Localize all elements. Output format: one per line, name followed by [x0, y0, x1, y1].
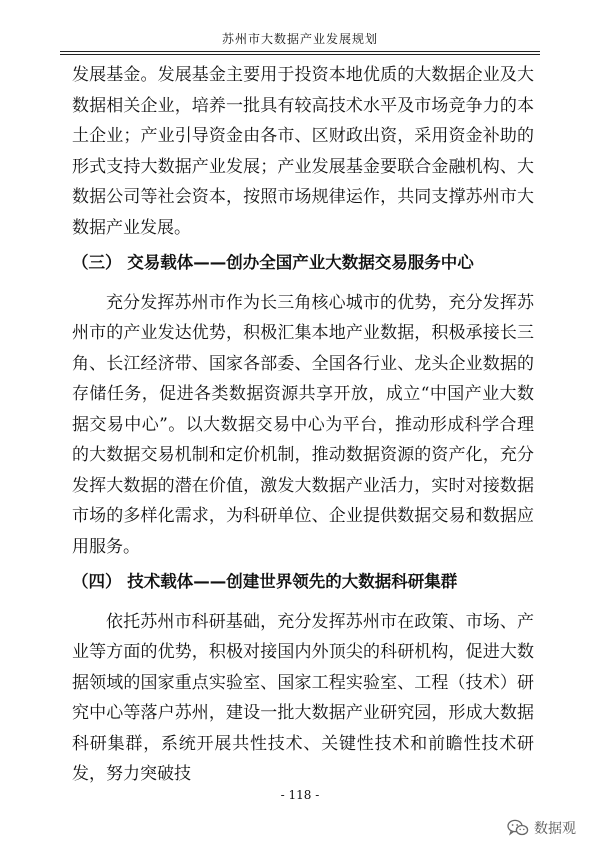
paragraph-fund: 发展基金。发展基金主要用于投资本地优质的大数据企业及大数据相关企业，培养一批具有较高技术水平及市场竞争力的本土企业；产业引导资金由各市、区财政出资，采用资金补助的形式支持大数据产业发展；产业发展基金要联合金融机构、大数据公司等社会资本，按照市场规律运作，共同支撑苏州市大数据产业发展。: [72, 65, 534, 238]
watermark: [507, 818, 576, 838]
wechat-icon: [507, 819, 529, 837]
header-rule: [60, 51, 540, 55]
paragraph-research-cluster: 依托苏州市科研基础，充分发挥苏州市在政策、市场、产业等方面的优势，积极对接国内外顶尖的科研机构，促进大数据领域的国家重点实验室、国家工程实验室、工程（技术）研究中心等落户苏州，建设一批大数据产业研究园，形成大数据科研集群，系统开展共性技术、关键性技术和前瞻性技术研发，努力突破技: [72, 611, 534, 784]
page-header: 苏州市大数据产业发展规划: [221, 32, 378, 46]
section-heading-4: （四） 技术载体——创建世界领先的大数据科研集群: [72, 572, 458, 591]
section-heading-3: （三） 交易载体——创办全国产业大数据交易服务中心: [72, 253, 474, 272]
page-number: - 118 -: [280, 788, 320, 802]
document-body: [72, 60, 534, 790]
paragraph-trading-center: 充分发挥苏州市作为长三角核心城市的优势，充分发挥苏州市的产业发达优势，积极汇集本地产业数据，积极承接长三角、长江经济带、国家各部委、全国各行业、龙头企业数据的存储任务，促进各类数据资源共享开放，成立“中国产业大数据交易中心”。以大数据交易中心为平台，推动形成科学合理的大数据交易机制和定价机制，推动数据资源的资产化，充分发挥大数据的潜在价值，激发大数据产业活力，实时对接数据市场的多样化需求，为科研单位、企业提供数据交易和数据应用服务。: [72, 292, 534, 557]
watermark-text: 数据观: [534, 821, 576, 837]
